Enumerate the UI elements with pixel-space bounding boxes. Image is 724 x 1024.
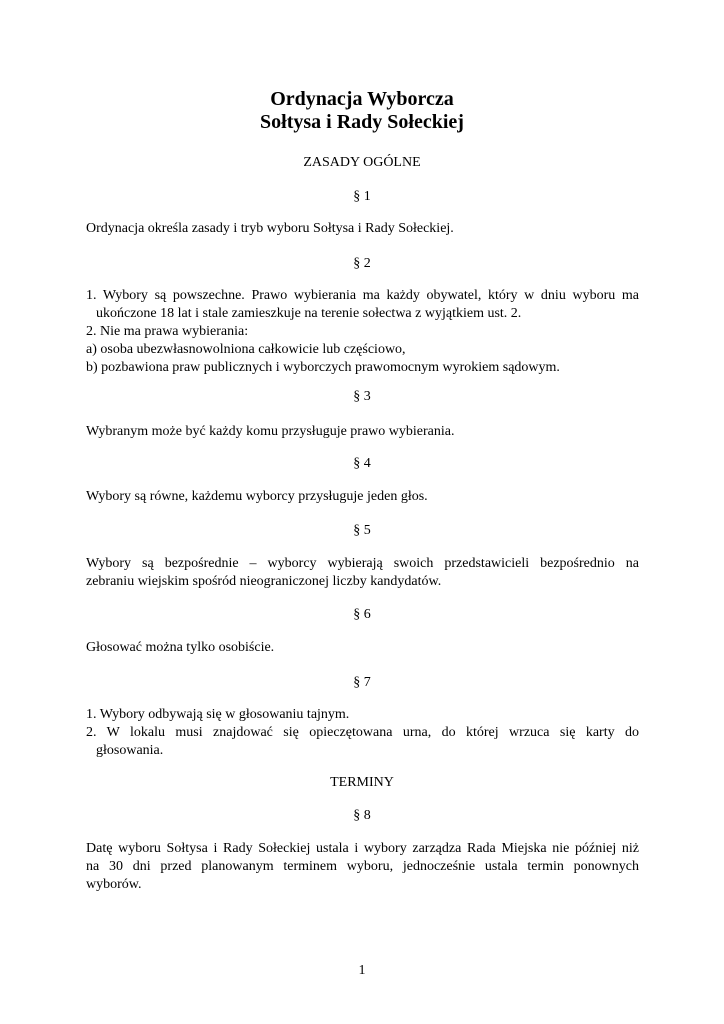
paragraph-5-line: Wybory są bezpośrednie – wyborcy wybierają swoich przedstawicieli bezpośrednio na — [86, 556, 639, 571]
paragraph-3-line: Wybranym może być każdy komu przysługuje prawo wybierania. — [86, 424, 455, 439]
paragraph-2-text — [86, 287, 639, 377]
paragraph-3-text — [86, 423, 639, 441]
paragraph-mark-2: § 2 — [353, 256, 371, 271]
paragraph-7-line: 2. W lokalu musi znajdować się opieczętowana urna, do której wrzuca się karty do — [86, 725, 639, 740]
paragraph-7-text — [86, 706, 639, 760]
title-line-2: Sołtysa i Rady Sołeckiej — [260, 111, 464, 133]
paragraph-mark-4: § 4 — [353, 456, 371, 471]
paragraph-8-line: Datę wyboru Sołtysa i Rady Sołeckiej ustala i wybory zarządza Rada Miejska nie później niż — [86, 841, 639, 856]
paragraph-2-line: 1. Wybory są powszechne. Prawo wybierania ma każdy obywatel, który w dniu wyboru ma — [86, 288, 639, 303]
paragraph-mark-1: § 1 — [353, 189, 371, 204]
paragraph-7-line: 1. Wybory odbywają się w głosowaniu tajnym. — [86, 707, 350, 722]
paragraph-5-text — [86, 555, 639, 591]
paragraph-2-line: 2. Nie ma prawa wybierania: — [86, 324, 249, 339]
paragraph-4-line: Wybory są równe, każdemu wyborcy przysługuje jeden głos. — [86, 489, 428, 504]
paragraph-mark-7: § 7 — [353, 675, 371, 690]
paragraph-2-line: ukończone 18 lat i stale zamieszkuje na terenie sołectwa z wyjątkiem ust. 2. — [96, 306, 522, 321]
paragraph-1-line: Ordynacja określa zasady i tryb wyboru Sołtysa i Rady Sołeckiej. — [86, 221, 454, 236]
document-title — [0, 88, 724, 134]
paragraph-6-line: Głosować można tylko osobiście. — [86, 640, 275, 655]
paragraph-6-text — [86, 639, 639, 657]
paragraph-1-text — [86, 220, 639, 238]
paragraph-8-text — [86, 840, 639, 894]
title-line-1: Ordynacja Wyborcza — [270, 88, 454, 110]
paragraph-2-line: b) pozbawiona praw publicznych i wyborczych prawomocnym wyrokiem sądowym. — [86, 360, 560, 375]
paragraph-7-line: głosowania. — [96, 743, 164, 758]
paragraph-2-line: a) osoba ubezwłasnowolniona całkowicie lub częściowo, — [86, 342, 406, 357]
paragraph-mark-5: § 5 — [353, 523, 371, 538]
paragraph-mark-3: § 3 — [353, 389, 371, 404]
paragraph-5-line: zebraniu wiejskim spośród nieograniczonej liczby kandydatów. — [86, 574, 442, 589]
page-number: 1 — [358, 963, 366, 978]
paragraph-8-line: na 30 dni przed planowanym terminem wyboru, jednocześnie ustala termin ponownych — [86, 859, 639, 874]
paragraph-mark-8: § 8 — [353, 808, 371, 823]
paragraph-4-text — [86, 488, 639, 506]
paragraph-8-line: wyborów. — [86, 877, 142, 892]
section-heading-general: ZASADY OGÓLNE — [303, 155, 421, 170]
section-heading-terms: TERMINY — [330, 775, 394, 790]
paragraph-mark-6: § 6 — [353, 607, 371, 622]
